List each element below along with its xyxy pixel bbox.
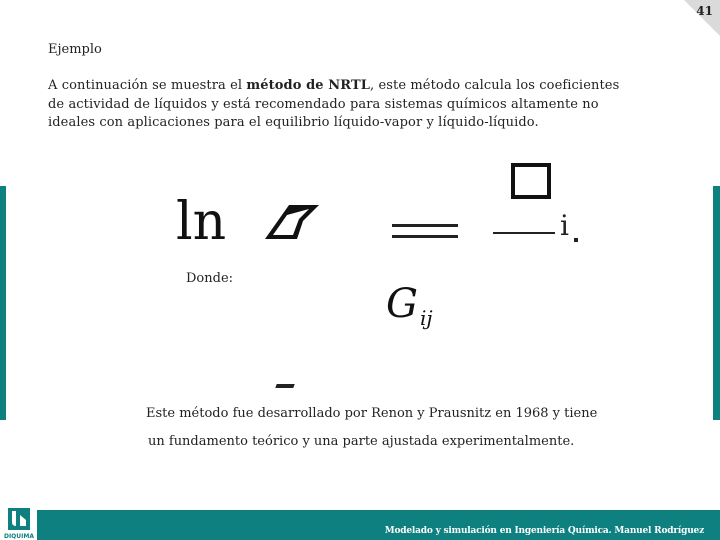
equals-sign — [392, 224, 458, 238]
conclusion-line-2: un fundamento teórico y una parte ajustada experimentalmente. — [148, 434, 575, 449]
left-accent-bar — [0, 186, 6, 420]
missing-glyph-box — [511, 163, 551, 199]
gamma-glyph-fragment — [243, 201, 323, 241]
gij-base: G — [386, 281, 418, 327]
intro-text-before: A continuación se muestra el — [48, 78, 247, 93]
conclusion-line-1: Este método fue desarrollado por Renon y Prausnitz en 1968 y tiene — [146, 406, 598, 421]
footer-bar — [37, 510, 720, 540]
gij-symbol — [386, 281, 433, 330]
svg-text:DIQUIMA: DIQUIMA — [3, 533, 35, 540]
diquima-logo — [2, 506, 36, 540]
section-title: Ejemplo — [48, 42, 102, 57]
footer-text: Modelado y simulación en Ingeniería Química. Manuel Rodríguez — [384, 526, 704, 536]
ln-text: ln — [176, 192, 227, 252]
equation-lhs — [176, 192, 323, 252]
equation-dot — [574, 238, 578, 242]
page-number: 41 — [696, 4, 713, 18]
intro-paragraph — [48, 77, 633, 133]
equation-fragment: i — [560, 209, 569, 242]
right-accent-bar — [713, 186, 720, 420]
intro-method-name: método de NRTL — [246, 78, 370, 93]
intro-text-after: , este método calcula los coeficientes de actividad de líquidos y está recomendado para sistemas químicos altamente no ideales con aplicaciones para el equilibrio líquido-vapor y líquido-líquido. — [48, 78, 620, 130]
fraction-bar — [493, 232, 555, 234]
where-label: Donde: — [186, 271, 234, 286]
gij-subscript: ij — [419, 306, 433, 330]
tau-glyph-fragment — [275, 384, 294, 388]
